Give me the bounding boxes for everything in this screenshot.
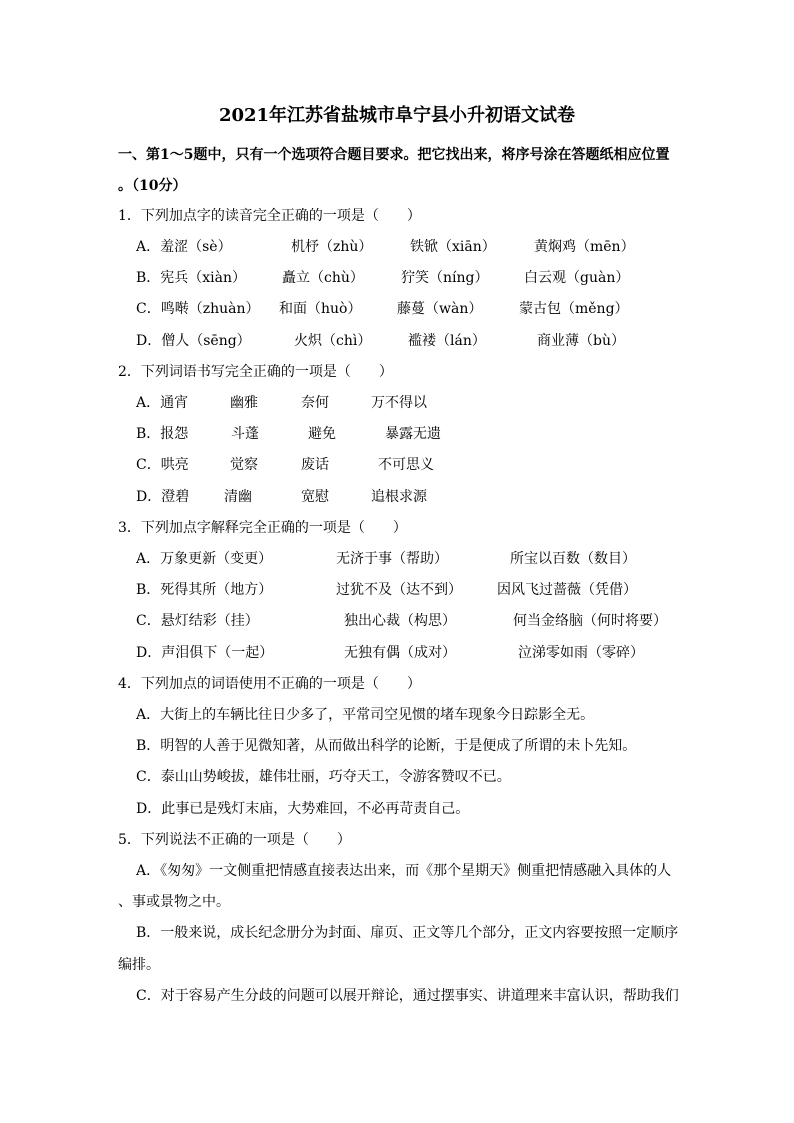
question-3-stem: 3．下列加点字解释完全正确的一项是（ ） (118, 520, 407, 536)
option-cell: D．声泪俱下（一起） (136, 645, 274, 661)
question-5-stem: 5．下列说法不正确的一项是（ ） (118, 832, 351, 848)
option-cell: 狞笑（níng） (401, 270, 489, 286)
question-4-option-d: D．此事已是残灯末庙，大势难回，不必再苛责自己。 (136, 801, 470, 817)
section-heading-line1: 一、第1～5题中，只有一个选项符合题目要求。把它找出来，将序号涂在答题纸相应位置 (118, 147, 670, 163)
option-cell: 斗蓬 (231, 426, 259, 442)
question-3-option-row (0, 548, 794, 570)
option-cell: 追根求源 (371, 489, 427, 505)
question-5-option-a-line1: A．《匆匆》一文侧重把情感直接表达出来，而《那个星期天》侧重把情感融入具体的人 (136, 863, 672, 879)
question-4-option-b: B．明智的人善于见微知著，从而做出科学的论断，于是便成了所谓的未卜先知。 (136, 738, 637, 754)
option-cell: B．宪兵（xiàn） (136, 270, 247, 286)
option-cell: 褴褛（lán） (408, 333, 486, 349)
question-2-option-row (0, 454, 794, 476)
option-cell: 无济于事（帮助） (336, 551, 448, 567)
question-1-stem: 1．下列加点字的读音完全正确的一项是（ ） (118, 208, 421, 224)
question-1-option-row (0, 267, 794, 289)
question-4-option-a: A．大街上的车辆比往日少多了，平常司空见惯的堵车现象今日踪影全无。 (136, 707, 595, 723)
option-cell: C．悬灯结彩（挂） (136, 613, 259, 629)
option-cell: D．僧人（sēng） (136, 333, 251, 349)
option-cell: 铁锨（xiān） (410, 239, 496, 255)
option-cell: 幽雅 (230, 395, 258, 411)
option-cell: 避免 (308, 426, 336, 442)
option-cell: 和面（huò） (279, 301, 362, 317)
option-cell: 宽慰 (301, 489, 329, 505)
section-heading-line2: 。（10分） (118, 178, 187, 194)
question-1-option-row (0, 298, 794, 320)
question-2-option-row (0, 423, 794, 445)
option-cell: 黄焖鸡（mēn） (534, 239, 635, 255)
option-cell: B．报怨 (136, 426, 189, 442)
option-cell: 清幽 (224, 489, 252, 505)
option-cell: A．通宵 (136, 395, 189, 411)
option-cell: 废话 (301, 457, 329, 473)
option-cell: 觉察 (230, 457, 258, 473)
option-cell: 泣涕零如雨（零碎） (518, 645, 644, 661)
question-3-option-row (0, 579, 794, 601)
option-cell: A．羞涩（sè） (136, 239, 232, 255)
question-2-stem: 2．下列词语书写完全正确的一项是（ ） (118, 364, 393, 380)
option-cell: 奈何 (301, 395, 329, 411)
option-cell: A．万象更新（变更） (136, 551, 273, 567)
question-1-option-row (0, 330, 794, 352)
option-cell: 无独有偶（成对） (344, 645, 456, 661)
option-cell: 因风飞过蔷薇（凭借） (497, 582, 637, 598)
option-cell: D．澄碧 (136, 489, 190, 505)
option-cell: 白云观（guàn） (524, 270, 630, 286)
question-2-option-row (0, 392, 794, 414)
question-4-stem: 4．下列加点的词语使用不正确的一项是（ ） (118, 676, 421, 692)
question-1-option-row (0, 236, 794, 258)
option-cell: 蒙古包（měng） (519, 301, 629, 317)
question-5-option-b-line1: B．一般来说，成长纪念册分为封面、扉页、正文等几个部分，正文内容要按照一定顺序 (136, 925, 679, 941)
option-cell: 机杼（zhù） (291, 239, 373, 255)
question-3-option-row (0, 642, 794, 664)
question-4-option-c: C．泰山山势峻拔，雄伟壮丽，巧夺天工，令游客赞叹不已。 (136, 769, 511, 785)
option-cell: 暴露无遗 (385, 426, 441, 442)
question-2-option-row (0, 486, 794, 508)
option-cell: 火炽（chì） (294, 333, 372, 349)
option-cell: 藤蔓（wàn） (397, 301, 483, 317)
option-cell: 不可思义 (378, 457, 434, 473)
option-cell: 万不得以 (371, 395, 427, 411)
option-cell: 矗立（chù） (282, 270, 364, 286)
option-cell: C．哄亮 (136, 457, 189, 473)
question-3-option-row (0, 610, 794, 632)
question-5-option-c-line1: C．对于容易产生分歧的问题可以展开辩论，通过摆事实、讲道理来丰富认识，帮助我们 (136, 988, 679, 1004)
question-5-option-b-line2: 编排。 (118, 957, 160, 973)
option-cell: 过犹不及（达不到） (336, 582, 462, 598)
option-cell: B．死得其所（地方） (136, 582, 273, 598)
option-cell: C．鸣啭（zhuàn） (136, 301, 260, 317)
option-cell: 何当金络脑（何时将要） (513, 613, 667, 629)
option-cell: 所宝以百数（数目） (510, 551, 636, 567)
option-cell: 独出心裁（构思） (344, 613, 456, 629)
exam-title: 2021年江苏省盐城市阜宁县小升初语文试卷 (218, 105, 576, 126)
option-cell: 商业薄（bù） (537, 333, 625, 349)
question-5-option-a-line2: 、事或景物之中。 (118, 894, 230, 910)
